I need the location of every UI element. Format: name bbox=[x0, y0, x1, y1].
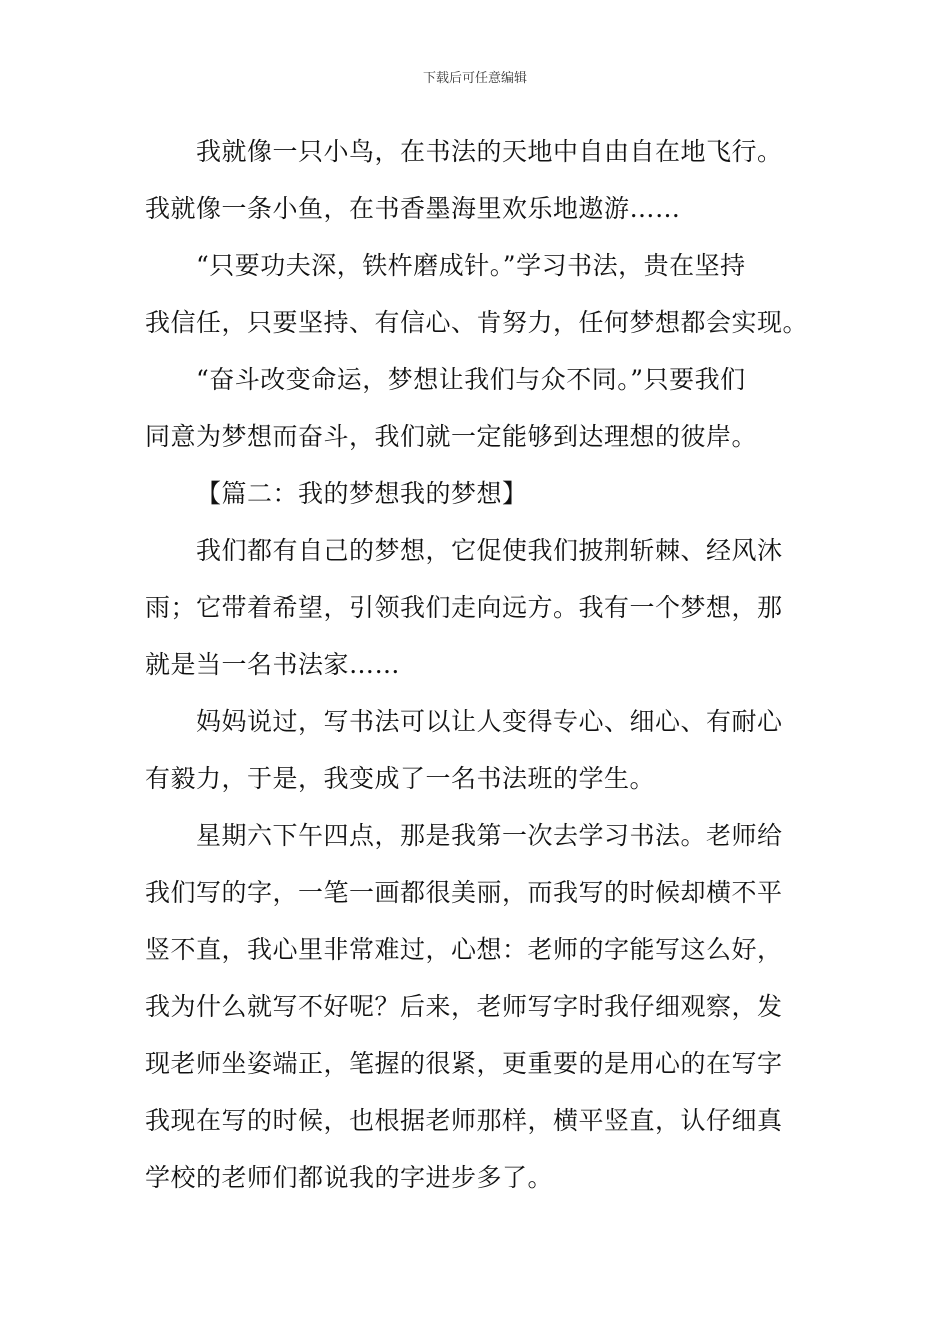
paragraph-line: 我们写的字，一笔一画都很美丽，而我写的时候却横不平 bbox=[145, 878, 783, 907]
paragraph-line: 同意为梦想而奋斗，我们就一定能够到达理想的彼岸。 bbox=[145, 422, 758, 451]
paragraph-line: 就是当一名书法家…… bbox=[145, 650, 401, 679]
paragraph-line: 我们都有自己的梦想，它促使我们披荆斩棘、经风沐 bbox=[196, 536, 783, 565]
paragraph-line: 我为什么就写不好呢？后来，老师写字时我仔细观察，发 bbox=[145, 992, 783, 1021]
paragraph-line: 现老师坐姿端正，笔握的很紧，更重要的是用心的在写字 bbox=[145, 1049, 783, 1078]
paragraph-line: “奋斗改变命运，梦想让我们与众不同。”只要我们 bbox=[196, 365, 746, 394]
paragraph-line: 竖不直，我心里非常难过，心想：老师的字能写这么好， bbox=[145, 935, 783, 964]
paragraph-line: 有毅力，于是，我变成了一名书法班的学生。 bbox=[145, 764, 656, 793]
paragraph-line: 学校的老师们都说我的字进步多了。 bbox=[145, 1163, 554, 1192]
paragraph-line: 我就像一条小鱼，在书香墨海里欢乐地遨游…… bbox=[145, 194, 681, 223]
paragraph-line: 我现在写的时候，也根据老师那样，横平竖直，认仔细真 bbox=[145, 1106, 783, 1135]
paragraph-line: 妈妈说过，写书法可以让人变得专心、细心、有耐心 bbox=[196, 707, 783, 736]
paragraph-line: 我就像一只小鸟，在书法的天地中自由自在地飞行。 bbox=[196, 137, 783, 166]
paragraph-line: “只要功夫深，铁杵磨成针。”学习书法，贵在坚持 bbox=[196, 251, 746, 280]
paragraph-line: 星期六下午四点，那是我第一次去学习书法。老师给 bbox=[196, 821, 783, 850]
section-heading: 【篇二：我的梦想我的梦想】 bbox=[196, 479, 528, 508]
paragraph-line: 我信任，只要坚持、有信心、肯努力，任何梦想都会实现。 bbox=[145, 308, 809, 337]
paragraph-line: 雨；它带着希望，引领我们走向远方。我有一个梦想，那 bbox=[145, 593, 783, 622]
page-header: 下载后可任意编辑 bbox=[422, 71, 527, 86]
